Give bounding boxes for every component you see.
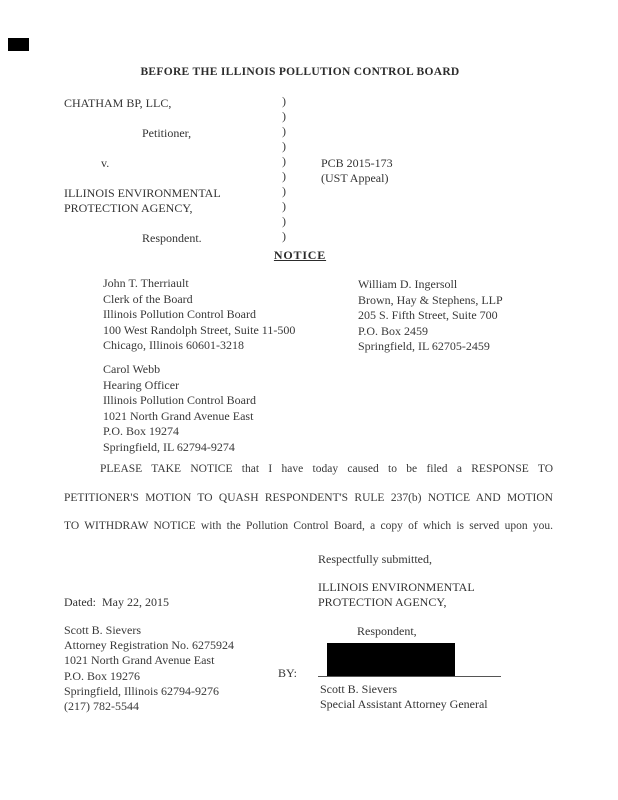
- notice-body-paragraph: [64, 463, 553, 549]
- body-line-3: TO WITHDRAW NOTICE with the Pollution Control Board, a copy of which is served upon you.: [64, 520, 553, 532]
- clerk-city: Chicago, Illinois 60601-3218: [103, 338, 244, 352]
- attorney-contact-block: [64, 623, 234, 714]
- counsel-city: Springfield, IL 62705-2459: [358, 339, 490, 353]
- respondent-name-line1: ILLINOIS ENVIRONMENTAL: [64, 186, 221, 200]
- hearing-officer-address-block: [103, 362, 256, 455]
- signer-name: Scott B. Sievers: [320, 682, 397, 696]
- signer-title: Special Assistant Attorney General: [320, 697, 488, 711]
- case-type: (UST Appeal): [321, 171, 389, 185]
- attorney-city: Springfield, Illinois 62794-9276: [64, 683, 219, 698]
- caption-paren: ): [282, 229, 286, 243]
- caption-paren: ): [282, 214, 286, 228]
- counsel-street: 205 S. Fifth Street, Suite 700: [358, 308, 498, 322]
- clerk-street: 100 West Randolph Street, Suite 11-500: [103, 322, 296, 337]
- hearing-officer-org: Illinois Pollution Control Board: [103, 393, 257, 407]
- counsel-pobox: P.O. Box 2459: [358, 323, 429, 338]
- caption-paren: ): [282, 124, 286, 138]
- hearing-officer-name: Carol Webb: [103, 362, 161, 376]
- body-line-2: PETITIONER'S MOTION TO QUASH RESPONDENT'S RULE 237(b) NOTICE AND MOTION: [64, 491, 553, 504]
- hearing-officer-street: 1021 North Grand Avenue East: [103, 408, 254, 423]
- scan-artifact-mark: [8, 38, 29, 51]
- signing-org-line1: ILLINOIS ENVIRONMENTAL: [318, 580, 475, 594]
- hearing-officer-city: Springfield, IL 62794-9274: [103, 439, 235, 454]
- petitioner-label: Petitioner,: [142, 126, 192, 140]
- respondent-label: Respondent.: [142, 231, 202, 245]
- attorney-pobox: P.O. Box 19276: [64, 668, 141, 683]
- caption-divider: [282, 94, 286, 244]
- case-number: PCB 2015-173: [321, 156, 393, 170]
- attorney-name: Scott B. Sievers: [64, 623, 141, 637]
- attorney-phone: (217) 782-5544: [64, 699, 139, 714]
- body-line-1: PLEASE TAKE NOTICE that I have today caused to be filed a RESPONSE TO: [100, 463, 553, 475]
- clerk-title: Clerk of the Board: [103, 291, 193, 306]
- closing-phrase: Respectfully submitted,: [318, 552, 432, 566]
- counsel-firm: Brown, Hay & Stephens, LLP: [358, 292, 503, 307]
- petitioner-name: CHATHAM BP, LLC,: [64, 96, 172, 110]
- signing-org-line2: PROTECTION AGENCY,: [318, 595, 447, 609]
- caption-paren: ): [282, 94, 286, 108]
- caption-paren: ): [282, 139, 286, 153]
- caption-paren: ): [282, 109, 286, 123]
- caption-paren: ): [282, 199, 286, 213]
- clerk-org: Illinois Pollution Control Board: [103, 307, 257, 321]
- signature-redaction-box: [327, 643, 455, 676]
- caption-paren: ): [282, 169, 286, 183]
- clerk-name: John T. Therriault: [103, 276, 189, 290]
- notice-heading: NOTICE: [273, 248, 327, 262]
- hearing-officer-title: Hearing Officer: [103, 377, 180, 392]
- attorney-registration: Attorney Registration No. 6275924: [64, 638, 234, 653]
- signature-line: [318, 676, 501, 677]
- caption-paren: ): [282, 154, 286, 168]
- versus-label: v.: [101, 156, 110, 170]
- counsel-address-block: [358, 277, 503, 355]
- court-title: BEFORE THE ILLINOIS POLLUTION CONTROL BOARD: [140, 66, 460, 78]
- counsel-name: William D. Ingersoll: [358, 277, 458, 291]
- attorney-street: 1021 North Grand Avenue East: [64, 653, 215, 668]
- by-label: BY:: [278, 666, 297, 680]
- respondent-name-line2: PROTECTION AGENCY,: [64, 201, 193, 215]
- caption-paren: ): [282, 184, 286, 198]
- signing-role: Respondent,: [357, 624, 417, 638]
- dated-line: Dated: May 22, 2015: [64, 595, 169, 609]
- clerk-address-block: [103, 276, 295, 354]
- hearing-officer-pobox: P.O. Box 19274: [103, 424, 180, 438]
